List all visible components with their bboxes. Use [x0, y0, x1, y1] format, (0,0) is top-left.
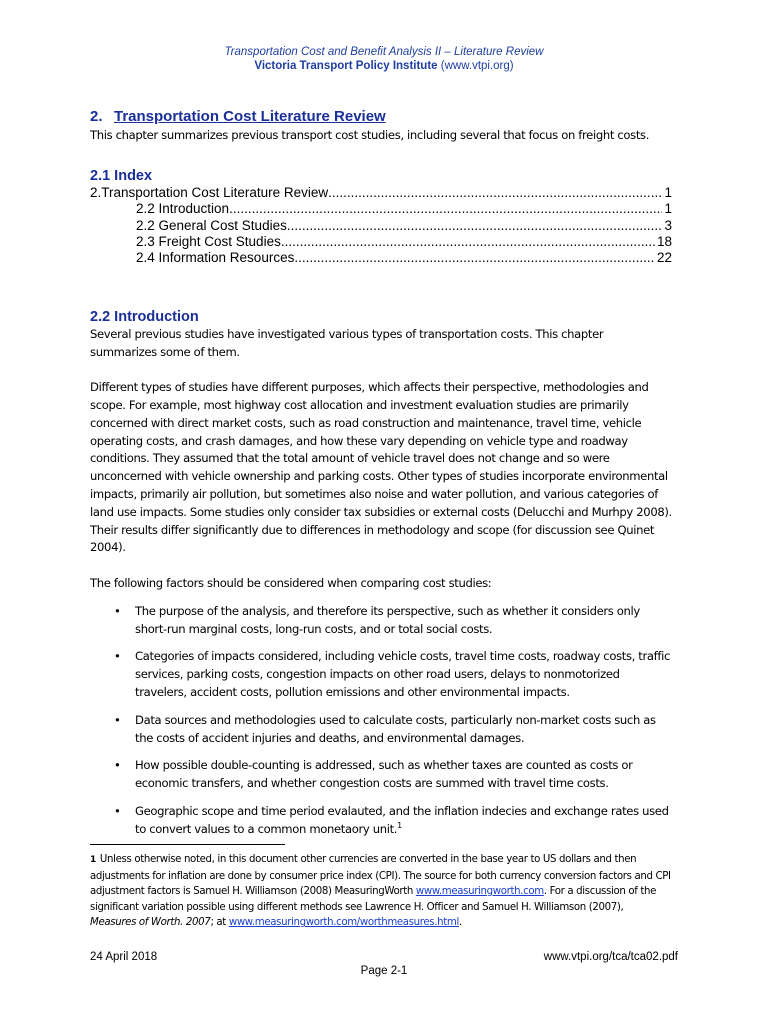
toc-entry-page: 18: [656, 234, 672, 250]
footnote-text-b: . For a discussion of the significant variation possible using different methods see Lawrence H. Officer and Samuel H. Williamson (2007),: [90, 886, 657, 913]
toc-entry-number: 2.: [90, 184, 102, 200]
factors-list: [90, 603, 672, 839]
footnote-text-d: .: [458, 917, 462, 929]
chapter-heading: [90, 108, 672, 126]
main-content: [90, 108, 672, 849]
introduction-heading: 2.2 Introduction: [90, 308, 199, 325]
list-item: [90, 648, 672, 701]
list-item: [90, 712, 672, 748]
header-title: Transportation Cost and Benefit Analysis II – Literature Review: [224, 46, 544, 58]
header-org-line: [0, 59, 768, 73]
toc-entry[interactable]: [90, 185, 672, 201]
toc-entry-page: 1: [664, 184, 672, 200]
chapter-summary: This chapter summarizes previous transport cost studies, including several that focus on freight costs.: [90, 128, 650, 142]
bullet-icon: •: [114, 649, 121, 664]
toc-entry[interactable]: [90, 234, 672, 250]
footnote-mark: 1: [90, 855, 96, 865]
toc-entry[interactable]: [90, 250, 672, 266]
footer-url[interactable]: www.vtpi.org/tca/tca02.pdf: [543, 951, 678, 963]
index-heading: 2.1 Index: [90, 167, 153, 184]
footnote-text-c: ; at: [210, 917, 229, 929]
toc-entry-label: 2.2 Introduction: [136, 201, 230, 217]
toc-entry-page: 1: [664, 201, 672, 217]
list-item: [90, 603, 672, 639]
intro-paragraph-2: Different types of studies have different purposes, which affects their perspective, methodologies and scope. For example, most highway cost allocation and investment evaluation studies are primarily concerned with direct market costs, such as road construction and maintenance, travel time, vehicle operating costs, and crash damages, and how these vary depending on vehicle type and roadway conditions. They assumed that the total amount of vehicle travel does not change and so were unconcerned with vehicle ownership and parking costs. Other types of studies incorporate environmental impacts, primarily air pollution, but sometimes also noise and water pollution, and various categories of land use impacts. Some studies only consider tax subsidies or external costs (Delucchi and Murhpy 2008). Their results differ significantly due to differences in methodology and scope (for discussion see Quinet 2004).: [90, 380, 672, 555]
toc-entry[interactable]: [90, 218, 672, 234]
bullet-icon: •: [114, 758, 121, 773]
page-number: Page 2-1: [360, 965, 408, 977]
chapter-title: Transportation Cost Literature Review: [114, 108, 386, 125]
intro-paragraph-1: Several previous studies have investigated various types of transportation costs. This chapter summarizes some of them.: [90, 326, 604, 359]
list-item-text: The purpose of the analysis, and therefore its perspective, such as whether it considers only short-run marginal costs, long-run costs, and or total social costs.: [135, 603, 640, 636]
footer-date: 24 April 2018: [90, 951, 158, 963]
footnote-separator: [90, 844, 285, 845]
list-item-text: Data sources and methodologies used to calculate costs, particularly non-market costs such as the costs of accident injuries and deaths, and environmental damages.: [135, 712, 656, 745]
list-item: [90, 757, 672, 793]
toc-entry-label: 2.4 Information Resources: [136, 250, 295, 266]
worthmeasures-link[interactable]: www.measuringworth.com/worthmeasures.html: [228, 917, 459, 929]
list-item-text: Categories of impacts considered, including vehicle costs, travel time costs, roadway costs, traffic services, parking costs, congestion impacts on other road users, delays to nonmotorized travelers, accident costs, pollution emissions and other environmental impacts.: [135, 649, 671, 699]
footnote-text-a: Unless otherwise noted, in this document other currencies are converted in the base year to US dollars and then adjustments for inflation are done by consumer price index (CPI). The source for both currency conversion factors and CPI adjustment factors is Samuel H. Williamson (2008) MeasuringWorth: [90, 854, 671, 898]
bullet-icon: •: [114, 712, 121, 727]
table-of-contents: [90, 185, 672, 267]
footnote: [90, 852, 672, 931]
toc-leader-dots: [287, 218, 663, 234]
chapter-number: 2.: [90, 108, 103, 125]
list-item-text: Geographic scope and time period evalauted, and the inflation indecies and exchange rates used to convert values to a common monetaory unit.: [135, 803, 669, 836]
list-item-text: How possible double-counting is addressed, such as whether taxes are counted as costs or economic transfers, and whether congestion costs are summed with travel time costs.: [135, 758, 633, 791]
measuringworth-link[interactable]: www.measuringworth.com: [415, 886, 544, 898]
toc-entry-page: 3: [664, 217, 672, 233]
paragraph-spacer: [90, 361, 672, 379]
bullet-icon: •: [114, 603, 121, 618]
toc-entry-label: 2.2 General Cost Studies: [136, 217, 287, 233]
toc-entry-label: Transportation Cost Literature Review: [101, 184, 329, 200]
running-header: [0, 45, 768, 73]
footnote-reference[interactable]: 1: [397, 820, 402, 830]
toc-leader-dots: [294, 250, 655, 266]
list-item: [90, 803, 672, 839]
toc-entry[interactable]: [90, 201, 672, 217]
toc-entry-page: 22: [656, 250, 672, 266]
toc-leader-dots: [328, 185, 662, 201]
toc-entry-label: 2.3 Freight Cost Studies: [136, 234, 281, 250]
toc-leader-dots: [281, 234, 655, 250]
paragraph-spacer: [90, 557, 672, 575]
header-org: Victoria Transport Policy Institute: [254, 60, 438, 72]
intro-paragraph-3: The following factors should be considered when comparing cost studies:: [90, 575, 492, 590]
footnote-italic-title: Measures of Worth. 2007: [90, 917, 211, 929]
header-org-url: (www.vtpi.org): [440, 60, 514, 72]
toc-leader-dots: [229, 201, 662, 217]
bullet-icon: •: [114, 803, 121, 818]
